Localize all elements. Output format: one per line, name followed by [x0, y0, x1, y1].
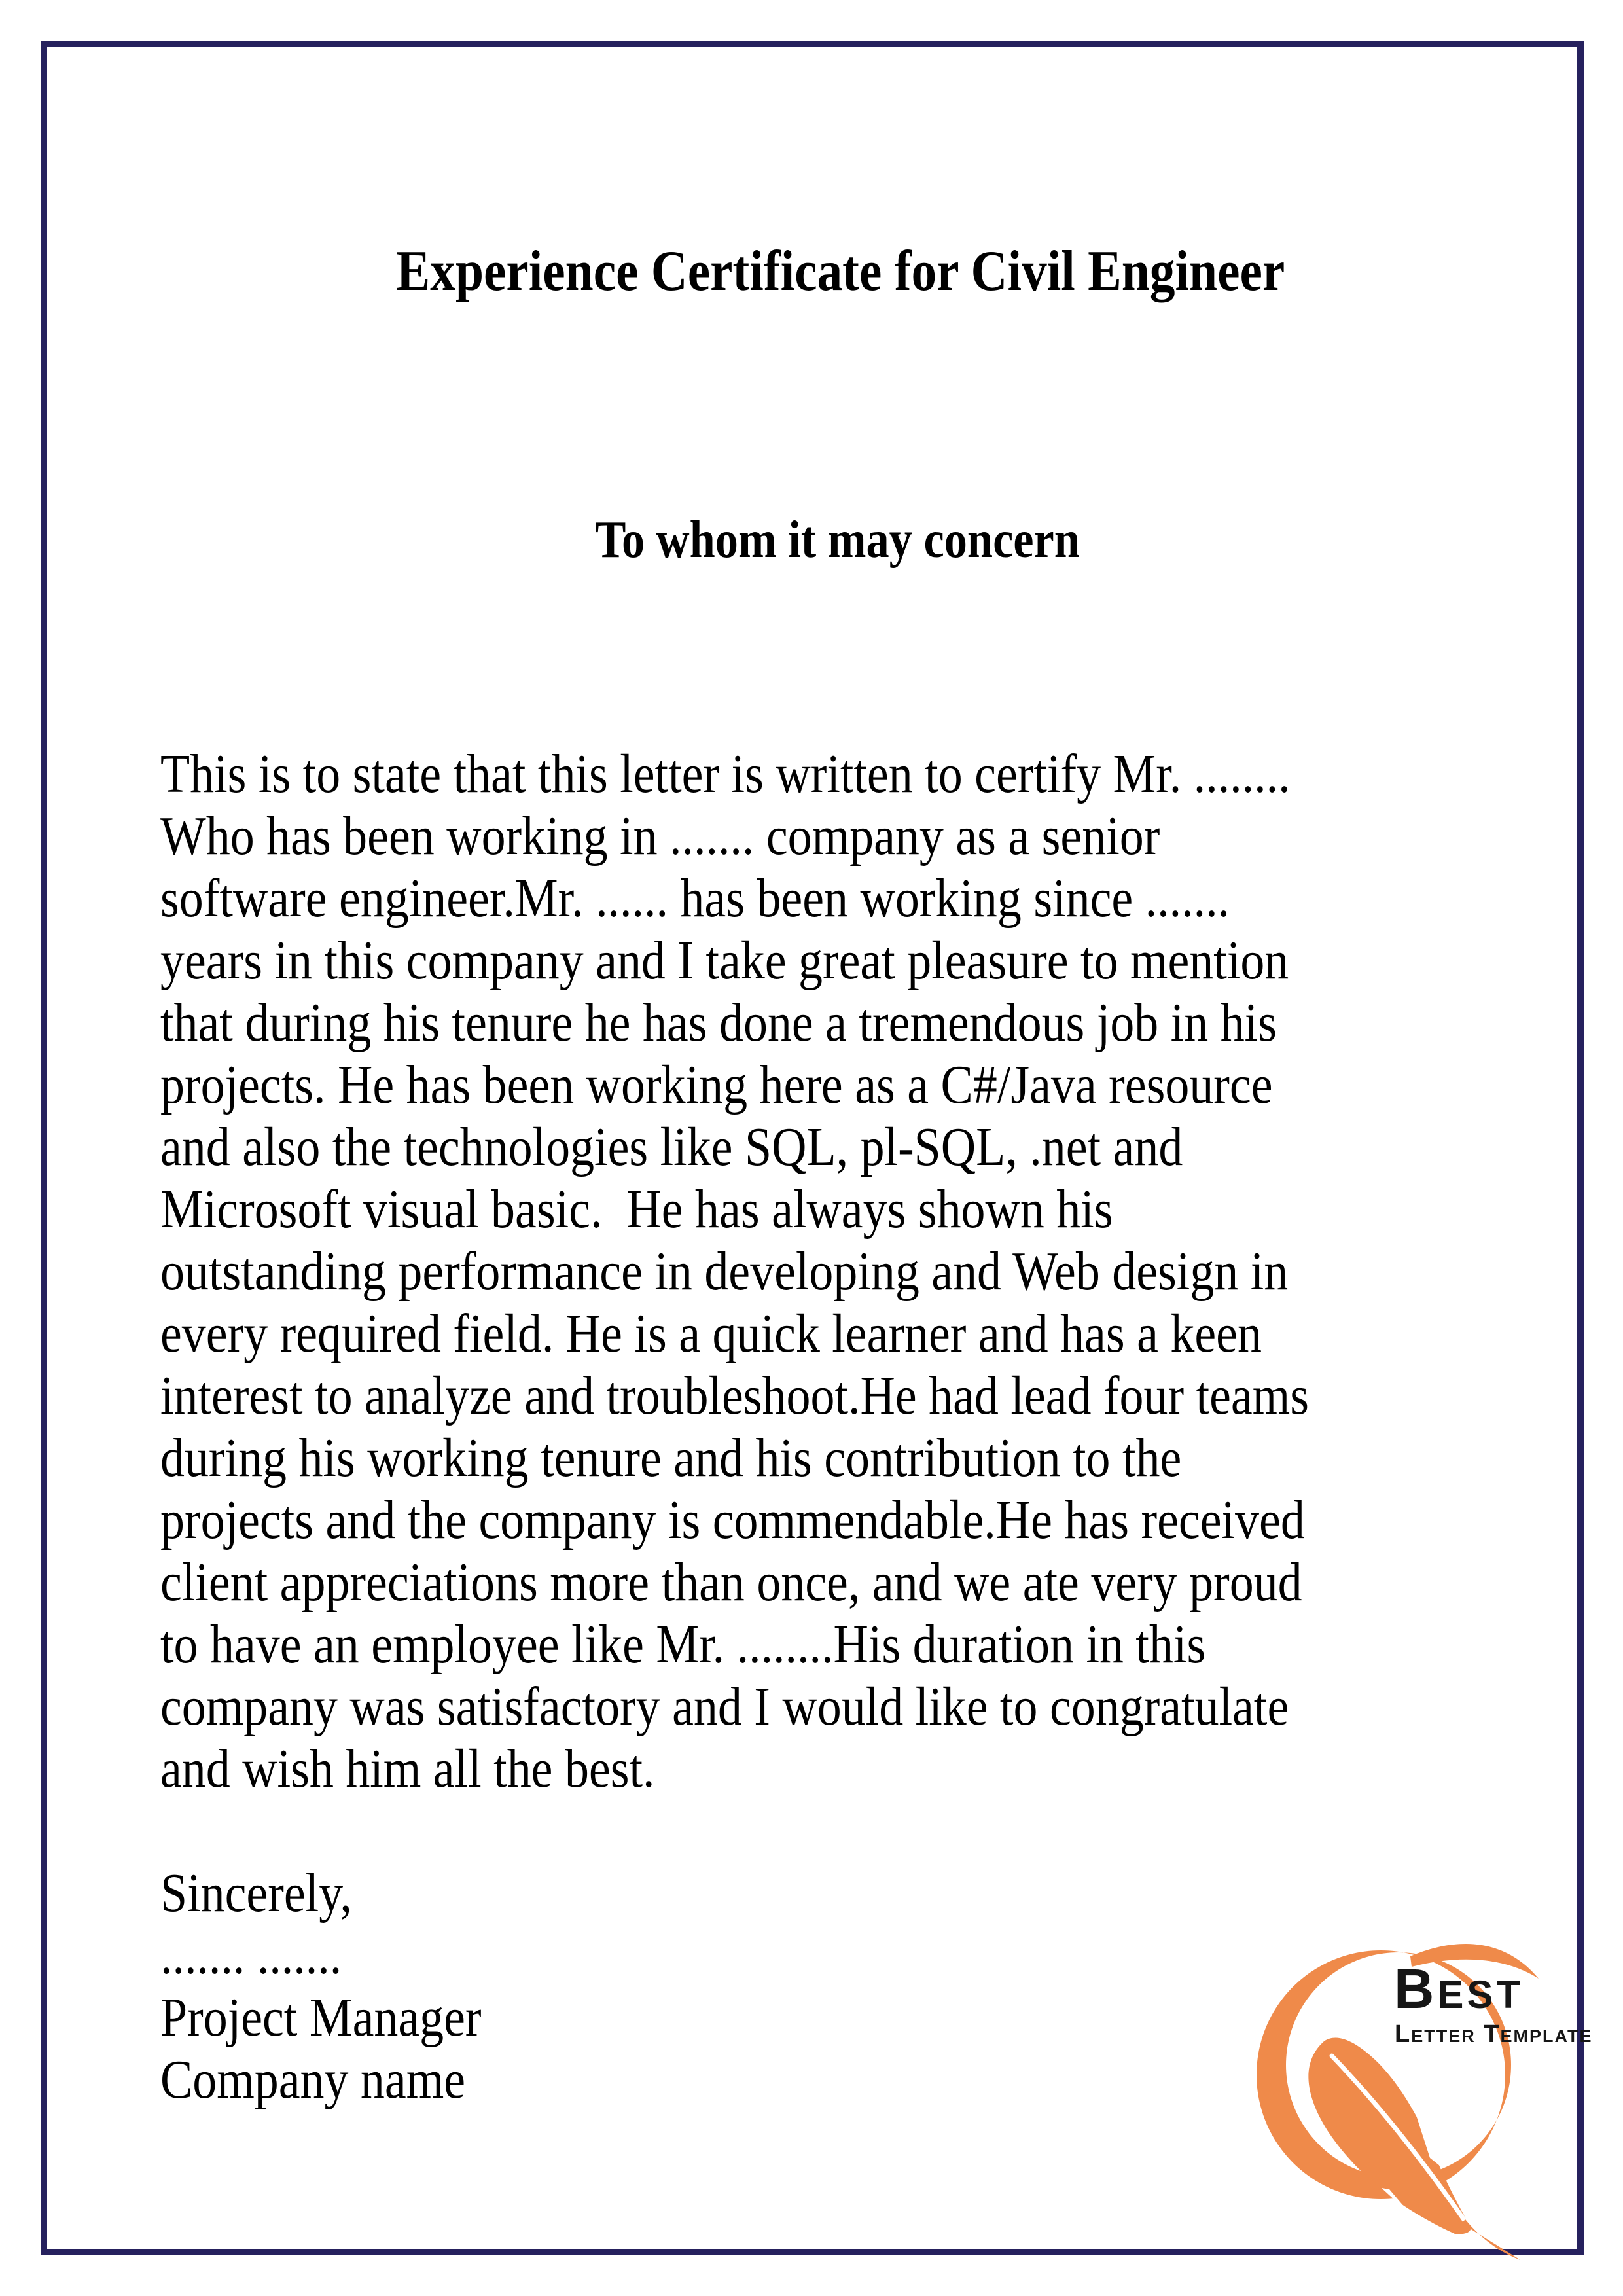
body-line: interest to analyze and troubleshoot.He had lead four teams [160, 1365, 1309, 1426]
brand-tagline: Letter Template [1395, 2020, 1593, 2048]
brand-name: Best [1394, 1958, 1524, 2020]
salutation-text: To whom it may concern [595, 511, 1080, 569]
body-line: software engineer.Mr. ...... has been working since ....... [160, 868, 1230, 929]
body-line: to have an employee like Mr. ........His duration in this [160, 1614, 1206, 1675]
page-title-text: Experience Certificate for Civil Engineer [396, 240, 1285, 303]
body-line: every required field. He is a quick learner and has a keen [160, 1303, 1262, 1364]
body-line: and wish him all the best. [160, 1738, 655, 1799]
salutation [0, 437, 1623, 643]
body-line: years in this company and I take great pleasure to mention [160, 930, 1289, 991]
body-line: Microsoft visual basic. He has always shown his [160, 1179, 1113, 1240]
blank-line [160, 1800, 1309, 1862]
body-line: and also the technologies like SQL, pl-SQL, .net and [160, 1117, 1183, 1177]
closing-sincerely: Sincerely, [160, 1863, 352, 1924]
body-line: that during his tenure he has done a tremendous job in his [160, 992, 1277, 1053]
body-line: outstanding performance in developing and Web design in [160, 1241, 1289, 1302]
page-title [0, 164, 1623, 380]
body-line: Who has been working in ....... company as a senior [160, 806, 1160, 867]
body-line: projects. He has been working here as a C#/Java resource [160, 1054, 1273, 1115]
letter-body [160, 743, 1309, 2111]
body-line: during his working tenure and his contribution to the [160, 1427, 1182, 1488]
body-line: projects and the company is commendable.He has received [160, 1490, 1305, 1551]
signature-dots: ....... ....... [160, 1925, 342, 1986]
body-line: company was satisfactory and I would like to congratulate [160, 1676, 1289, 1737]
signer-role: Project Manager [160, 1987, 482, 2048]
brand-logo [1247, 1928, 1607, 2268]
signer-company: Company name [160, 2049, 466, 2110]
body-line: This is to state that this letter is written to certify Mr. ........ [160, 744, 1291, 804]
body-line: client appreciations more than once, and we ate very proud [160, 1552, 1302, 1613]
